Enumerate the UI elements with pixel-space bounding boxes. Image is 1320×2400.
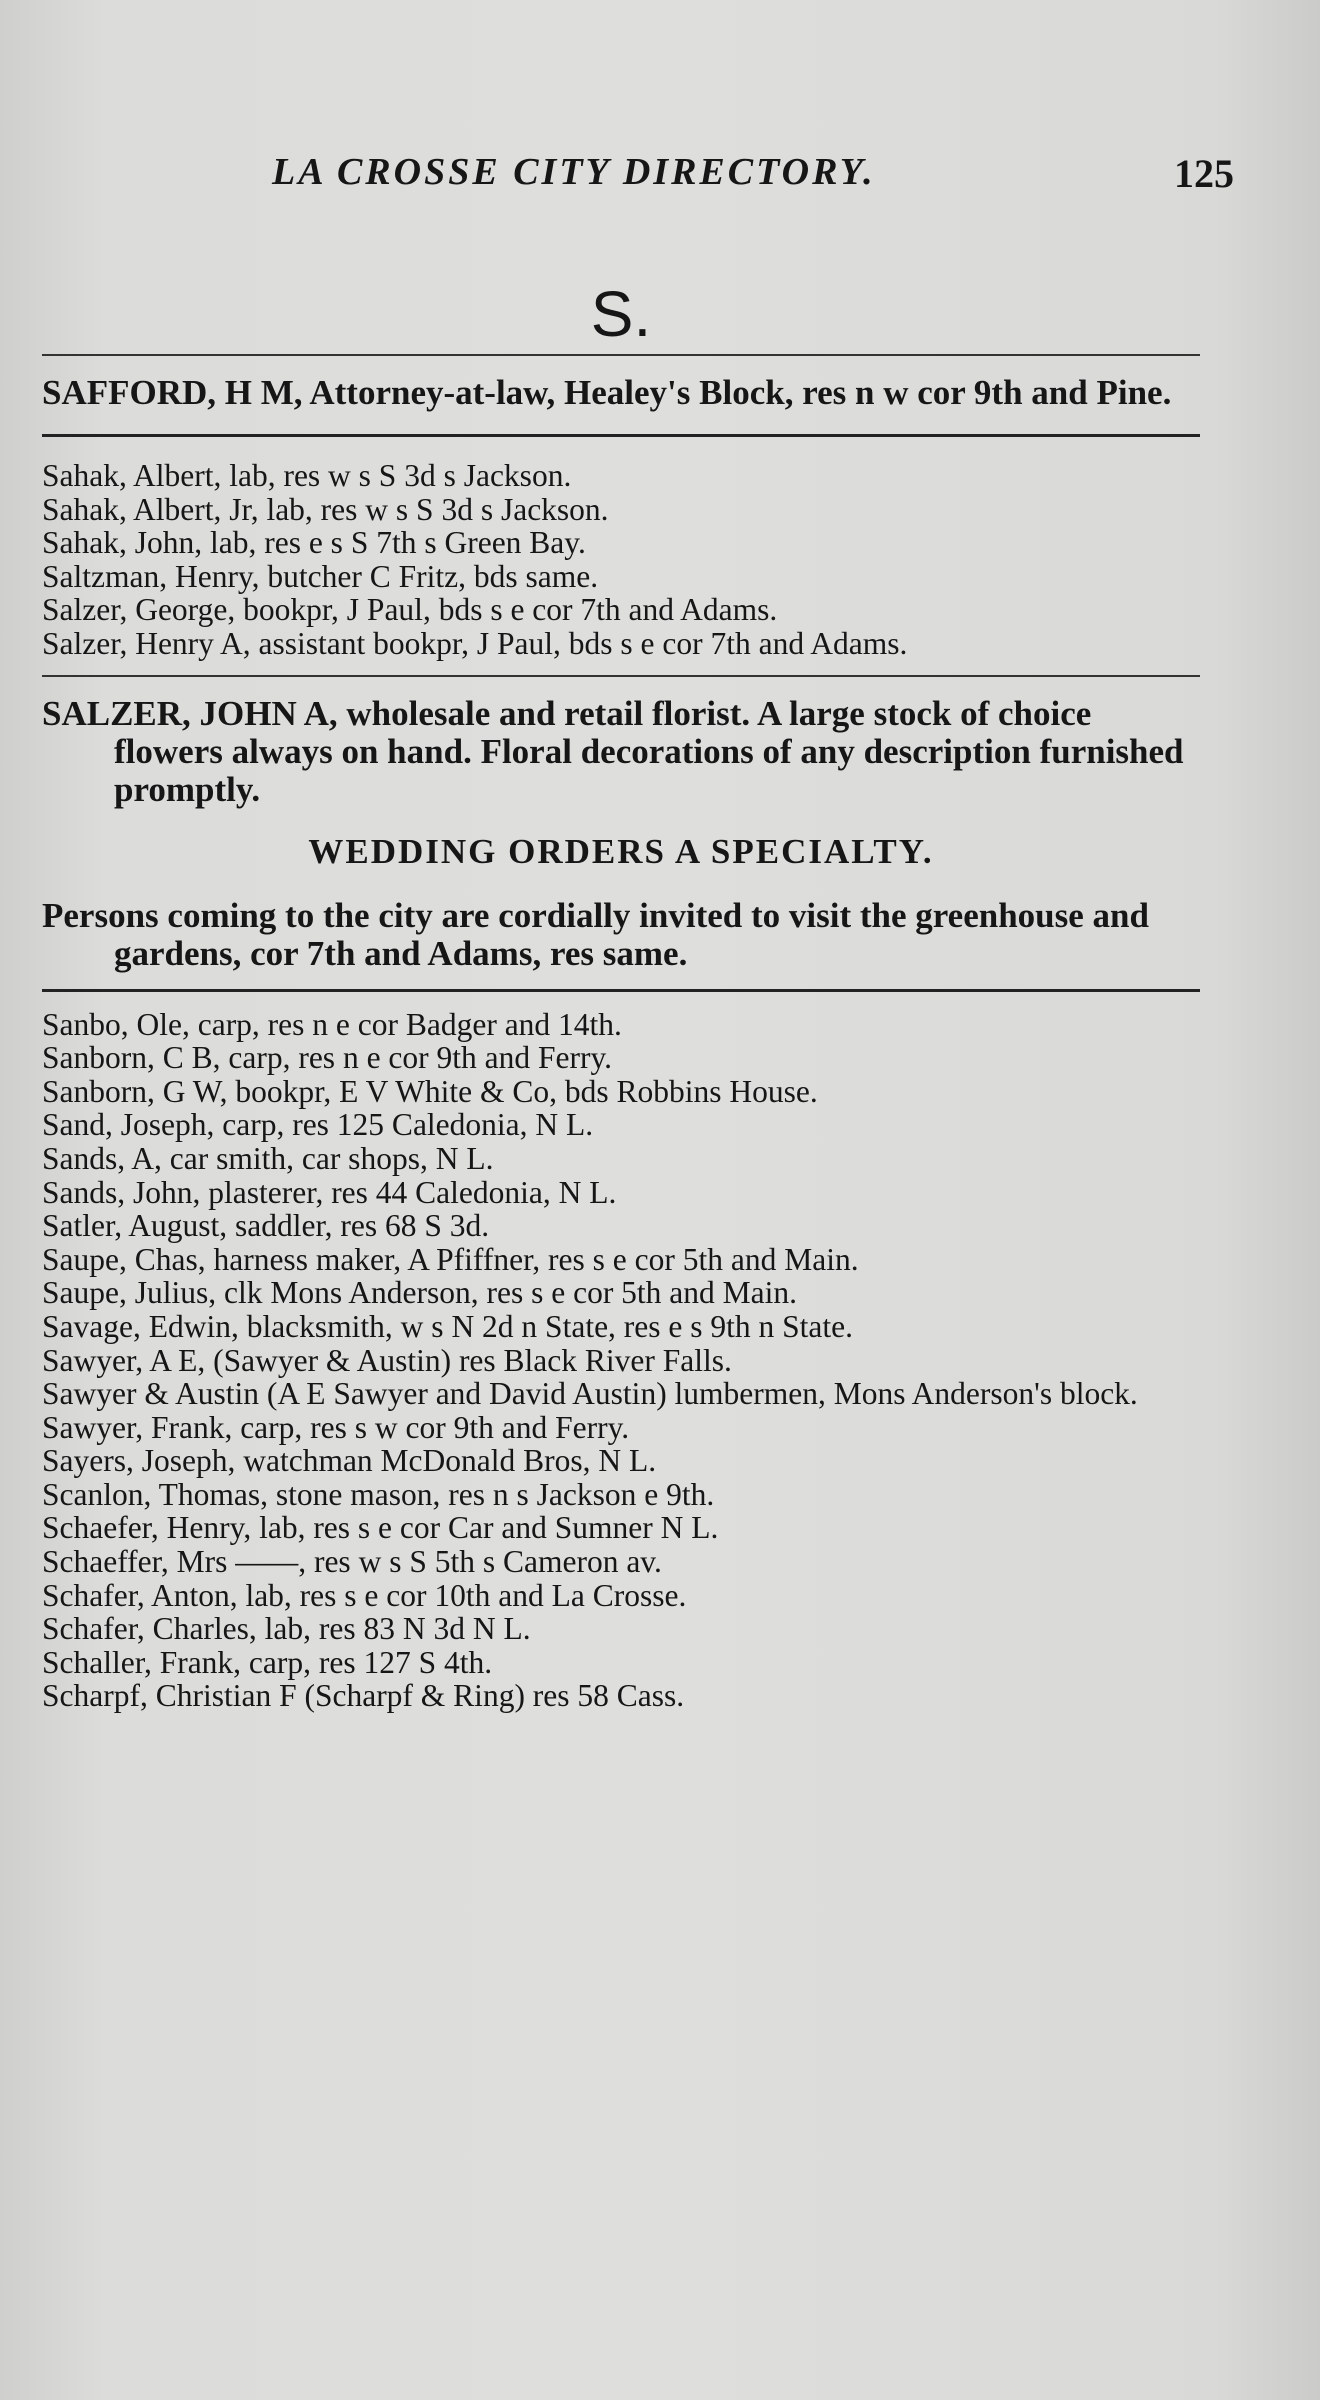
rule-above-salzer <box>42 675 1200 677</box>
list-item: Scanlon, Thomas, stone mason, res n s Jackson e 9th. <box>42 1476 715 1512</box>
list-item: Sands, A, car smith, car shops, N L. <box>42 1140 494 1176</box>
entries-bottom <box>42 1008 1200 1713</box>
page-number: 125 <box>1174 151 1234 196</box>
ad-salzer-specialty: WEDDING ORDERS A SPECIALTY. <box>308 831 934 871</box>
running-head <box>42 150 1234 210</box>
list-item: Sands, John, plasterer, res 44 Caledonia, N L. <box>42 1174 617 1210</box>
list-item: Scharpf, Christian F (Scharpf & Ring) res 58 Cass. <box>42 1678 685 1714</box>
entries-top <box>42 459 1200 661</box>
list-item: Savage, Edwin, blacksmith, w s N 2d n State, res e s 9th n State. <box>42 1308 854 1344</box>
list-item: Sanborn, C B, carp, res n e cor 9th and Ferry. <box>42 1040 613 1076</box>
rule-below-safford <box>42 434 1200 437</box>
section-letter: S. <box>590 278 652 350</box>
list-item: Sahak, Albert, lab, res w s S 3d s Jackson. <box>42 458 572 493</box>
list-item: Sawyer, Frank, carp, res s w cor 9th and Ferry. <box>42 1409 630 1445</box>
list-item: Sahak, Albert, Jr, lab, res w s S 3d s Jackson. <box>42 491 609 527</box>
ad-salzer-invite: Persons coming to the city are cordially invited to visit the greenhouse and gardens, cor 7th and Adams, res same. <box>42 895 1149 973</box>
ad-salzer <box>42 695 1200 973</box>
list-item: Schaeffer, Mrs ——, res w s S 5th s Cameron av. <box>42 1544 662 1580</box>
rule-below-salzer <box>42 989 1200 992</box>
list-item: Schafer, Anton, lab, res s e cor 10th and La Crosse. <box>42 1577 687 1613</box>
running-title: LA CROSSE CITY DIRECTORY. <box>272 151 876 193</box>
rule-above-safford <box>42 354 1200 356</box>
list-item: Saupe, Chas, harness maker, A Pfiffner, res s e cor 5th and Main. <box>42 1241 859 1277</box>
list-item: Schaller, Frank, carp, res 127 S 4th. <box>42 1644 493 1680</box>
ad-safford: SAFFORD, H M, Attorney-at-law, Healey's Block, res n w cor 9th and Pine. <box>42 373 1172 412</box>
list-item: Sahak, John, lab, res e s S 7th s Green Bay. <box>42 525 586 561</box>
list-item: Sawyer & Austin (A E Sawyer and David Austin) lumbermen, Mons Anderson's block. <box>42 1376 1138 1412</box>
list-item: Sawyer, A E, (Sawyer & Austin) res Black River Falls. <box>42 1342 732 1378</box>
list-item: Saltzman, Henry, butcher C Fritz, bds same. <box>42 558 599 594</box>
ad-salzer-main: SALZER, JOHN A, wholesale and retail florist. A large stock of choice flowers always on hand. Floral decorations of any description furnished promptly. <box>42 693 1184 809</box>
list-item: Schaefer, Henry, lab, res s e cor Car and Sumner N L. <box>42 1510 719 1546</box>
list-item: Sanborn, G W, bookpr, E V White & Co, bds Robbins House. <box>42 1073 818 1109</box>
list-item: Saupe, Julius, clk Mons Anderson, res s e cor 5th and Main. <box>42 1275 798 1311</box>
list-item: Satler, August, saddler, res 68 S 3d. <box>42 1208 490 1244</box>
list-item: Sanbo, Ole, carp, res n e cor Badger and 14th. <box>42 1006 622 1042</box>
list-item: Sand, Joseph, carp, res 125 Caledonia, N L. <box>42 1107 594 1143</box>
list-item: Schafer, Charles, lab, res 83 N 3d N L. <box>42 1611 531 1647</box>
list-item: Sayers, Joseph, watchman McDonald Bros, N L. <box>42 1443 657 1479</box>
list-item: Salzer, Henry A, assistant bookpr, J Paul, bds s e cor 7th and Adams. <box>42 625 908 661</box>
list-item: Salzer, George, bookpr, J Paul, bds s e cor 7th and Adams. <box>42 592 778 628</box>
